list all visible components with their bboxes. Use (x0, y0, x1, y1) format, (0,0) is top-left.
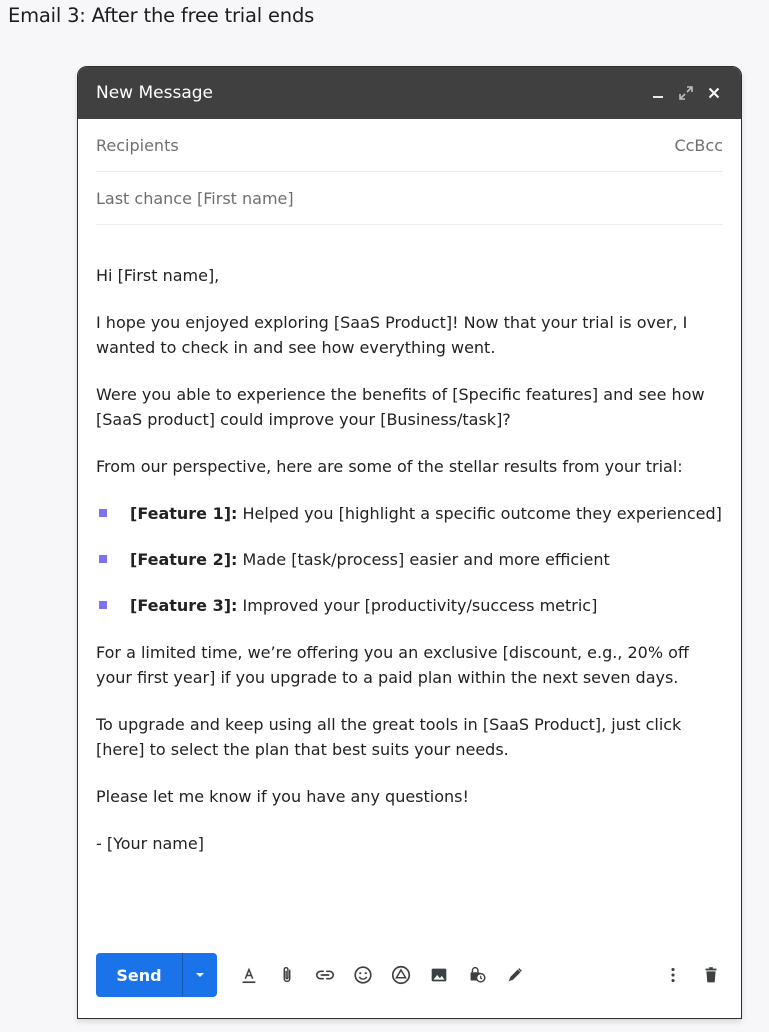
photo-icon[interactable] (427, 963, 451, 987)
feature-text: Helped you [highlight a specific outcome they experienced] (237, 504, 722, 523)
body-paragraph-2: Were you able to experience the benefits of [Specific features] and see how [SaaS product] could improve your [Business/task]? (96, 385, 705, 429)
body-paragraph-3: From our perspective, here are some of the stellar results from your trial: (96, 457, 683, 476)
page-heading: Email 3: After the free trial ends (8, 4, 315, 27)
compose-window (77, 66, 742, 1019)
subject-input[interactable]: Last chance [First name] (96, 188, 294, 208)
body-paragraph-4: For a limited time, we’re offering you an exclusive [discount, e.g., 20% off your first year] if you upgrade to a paid plan within the next seven days. (96, 643, 689, 687)
signoff-text: - [Your name] (96, 834, 204, 853)
attach-icon[interactable] (275, 963, 299, 987)
minimize-icon[interactable] (649, 84, 667, 102)
expand-icon[interactable] (677, 84, 695, 102)
drive-icon[interactable] (389, 963, 413, 987)
list-item (96, 593, 723, 618)
toolbar-right (661, 963, 723, 987)
list-item (96, 547, 723, 572)
feature-label: [Feature 2]: (130, 550, 238, 569)
feature-list (96, 501, 723, 618)
link-icon[interactable] (313, 963, 337, 987)
body-paragraph-6: Please let me know if you have any questions! (96, 787, 469, 806)
emoji-icon[interactable] (351, 963, 375, 987)
greeting-text: Hi [First name], (96, 266, 220, 285)
feature-label: [Feature 1]: (130, 504, 238, 523)
caret-down-icon (195, 972, 205, 978)
window-controls (649, 84, 723, 102)
trash-icon[interactable] (699, 963, 723, 987)
send-options-button[interactable] (182, 953, 217, 997)
signature-icon[interactable] (503, 963, 527, 987)
confidential-icon[interactable] (465, 963, 489, 987)
subject-field[interactable] (96, 172, 723, 225)
feature-text: Improved your [productivity/success metric] (237, 596, 598, 615)
recipients-field[interactable] (96, 119, 723, 172)
format-tools (237, 963, 527, 987)
compose-titlebar[interactable] (78, 67, 741, 119)
bullet-icon (99, 555, 107, 563)
list-item (96, 501, 723, 526)
feature-text: Made [task/process] easier and more efficient (237, 550, 610, 569)
bullet-icon (99, 601, 107, 609)
more-options-icon[interactable] (661, 963, 685, 987)
compose-toolbar (96, 953, 723, 997)
window-title: New Message (96, 83, 213, 103)
body-paragraph-1: I hope you enjoyed exploring [SaaS Product]! Now that your trial is over, I wanted to check in and see how everything went. (96, 313, 688, 357)
ccbcc-link[interactable]: CcBcc (674, 135, 723, 155)
bullet-icon (99, 509, 107, 517)
close-icon[interactable] (705, 84, 723, 102)
feature-label: [Feature 3]: (130, 596, 238, 615)
recipients-input[interactable]: Recipients (96, 135, 179, 155)
send-button[interactable]: Send (96, 953, 182, 997)
body-paragraph-5: To upgrade and keep using all the great tools in [SaaS Product], just click [here] to select the plan that best suits your needs. (96, 715, 682, 759)
message-body[interactable] (78, 225, 741, 856)
send-button-group (96, 953, 217, 997)
text-format-icon[interactable] (237, 963, 261, 987)
